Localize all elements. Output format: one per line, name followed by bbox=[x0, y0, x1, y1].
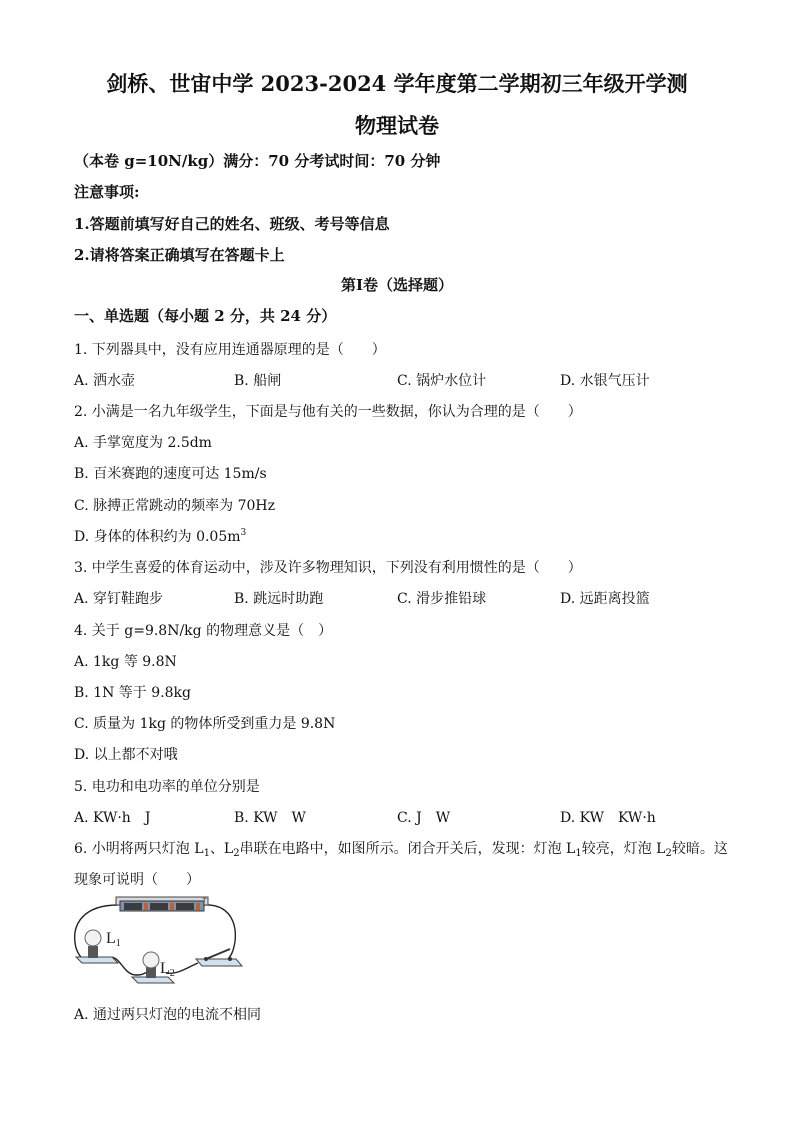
bulb-l2-label: L2 bbox=[160, 960, 175, 979]
q4-option-a: A. 1kg 等 9.8N bbox=[74, 654, 177, 670]
q3-option-b: B. 跳远时助跑 bbox=[234, 591, 324, 607]
q2-option-b: B. 百米赛跑的速度可达 15m/s bbox=[74, 466, 267, 482]
q4-option-c: C. 质量为 1kg 的物体所受到重力是 9.8N bbox=[74, 716, 336, 732]
switch bbox=[196, 949, 242, 966]
q5-option-a: A. KW·h J bbox=[74, 810, 151, 826]
q2-option-c: C. 脉搏正常跳动的频率为 70Hz bbox=[74, 498, 275, 514]
q1-option-b: B. 船闸 bbox=[234, 373, 282, 389]
part-title: 一、单选题（每小题 2 分，共 24 分） bbox=[74, 307, 337, 325]
question-2-stem: 2. 小满是一名九年级学生，下面是与他有关的一些数据，你认为合理的是（ ） bbox=[74, 404, 582, 420]
note-item-1: 1.答题前填写好自己的姓名、班级、考号等信息 bbox=[74, 215, 390, 233]
question-6-stem: 6. 小明将两只灯泡 $L_1$、$L_2$串联在电路中，如图所示。闭合开关后，发现：灯泡 $L_1$较亮，灯泡 $L_2$较暗。这 bbox=[74, 841, 728, 859]
question-1-stem: 1. 下列器具中，没有应用连通器原理的是（ ） bbox=[74, 342, 386, 358]
q1-option-a: A. 洒水壶 bbox=[74, 373, 136, 389]
q2-option-a: A. 手掌宽度为 2.5dm bbox=[74, 435, 212, 451]
q3-option-c: C. 滑步推铅球 bbox=[397, 591, 487, 607]
question-4-stem: 4. 关于 g=9.8N/kg 的物理意义是（ ） bbox=[74, 623, 333, 639]
q5-option-c: C. J W bbox=[397, 810, 451, 826]
circuit-diagram bbox=[70, 893, 246, 993]
q6-option-a: A. 通过两只灯泡的电流不相同 bbox=[74, 1007, 262, 1023]
bulb-l1-label: L1 bbox=[106, 930, 121, 949]
question-3-stem: 3. 中学生喜爱的体育运动中，涉及许多物理知识，下列没有利用惯性的是（ ） bbox=[74, 560, 582, 576]
q4-option-d: D. 以上都不对哦 bbox=[74, 747, 178, 763]
q3-option-a: A. 穿钉鞋跑步 bbox=[74, 591, 164, 607]
q5-option-d: D. KW KW·h bbox=[560, 810, 656, 826]
question-6-stem-line2: 现象可说明（ ） bbox=[74, 872, 200, 888]
q4-option-b: B. 1N 等于 9.8kg bbox=[74, 685, 191, 701]
q1-option-c: C. 锅炉水位计 bbox=[397, 373, 487, 389]
section-title: 第Ⅰ卷（选择题） bbox=[340, 276, 454, 294]
q5-option-b: B. KW W bbox=[234, 810, 306, 826]
question-5-stem: 5. 电功和电功率的单位分别是 bbox=[74, 779, 260, 795]
exam-subtitle: 物理试卷 bbox=[355, 113, 439, 138]
notes-heading: 注意事项: bbox=[74, 183, 140, 201]
battery-plus-label: + bbox=[202, 894, 208, 904]
q2-option-d: D. 身体的体积约为 $0.05m^3$ bbox=[74, 528, 247, 545]
note-item-2: 2.请将答案正确填写在答题卡上 bbox=[74, 246, 285, 264]
exam-info: （本卷 g=10N/kg）满分：70 分考试时间：70 分钟 bbox=[74, 152, 441, 170]
q1-option-d: D. 水银气压计 bbox=[560, 373, 650, 389]
battery-box bbox=[116, 897, 208, 911]
exam-title: 剑桥、世宙中学 2023-2024 学年度第二学期初三年级开学测 bbox=[106, 71, 688, 96]
q3-option-d: D. 远距离投篮 bbox=[560, 591, 650, 607]
